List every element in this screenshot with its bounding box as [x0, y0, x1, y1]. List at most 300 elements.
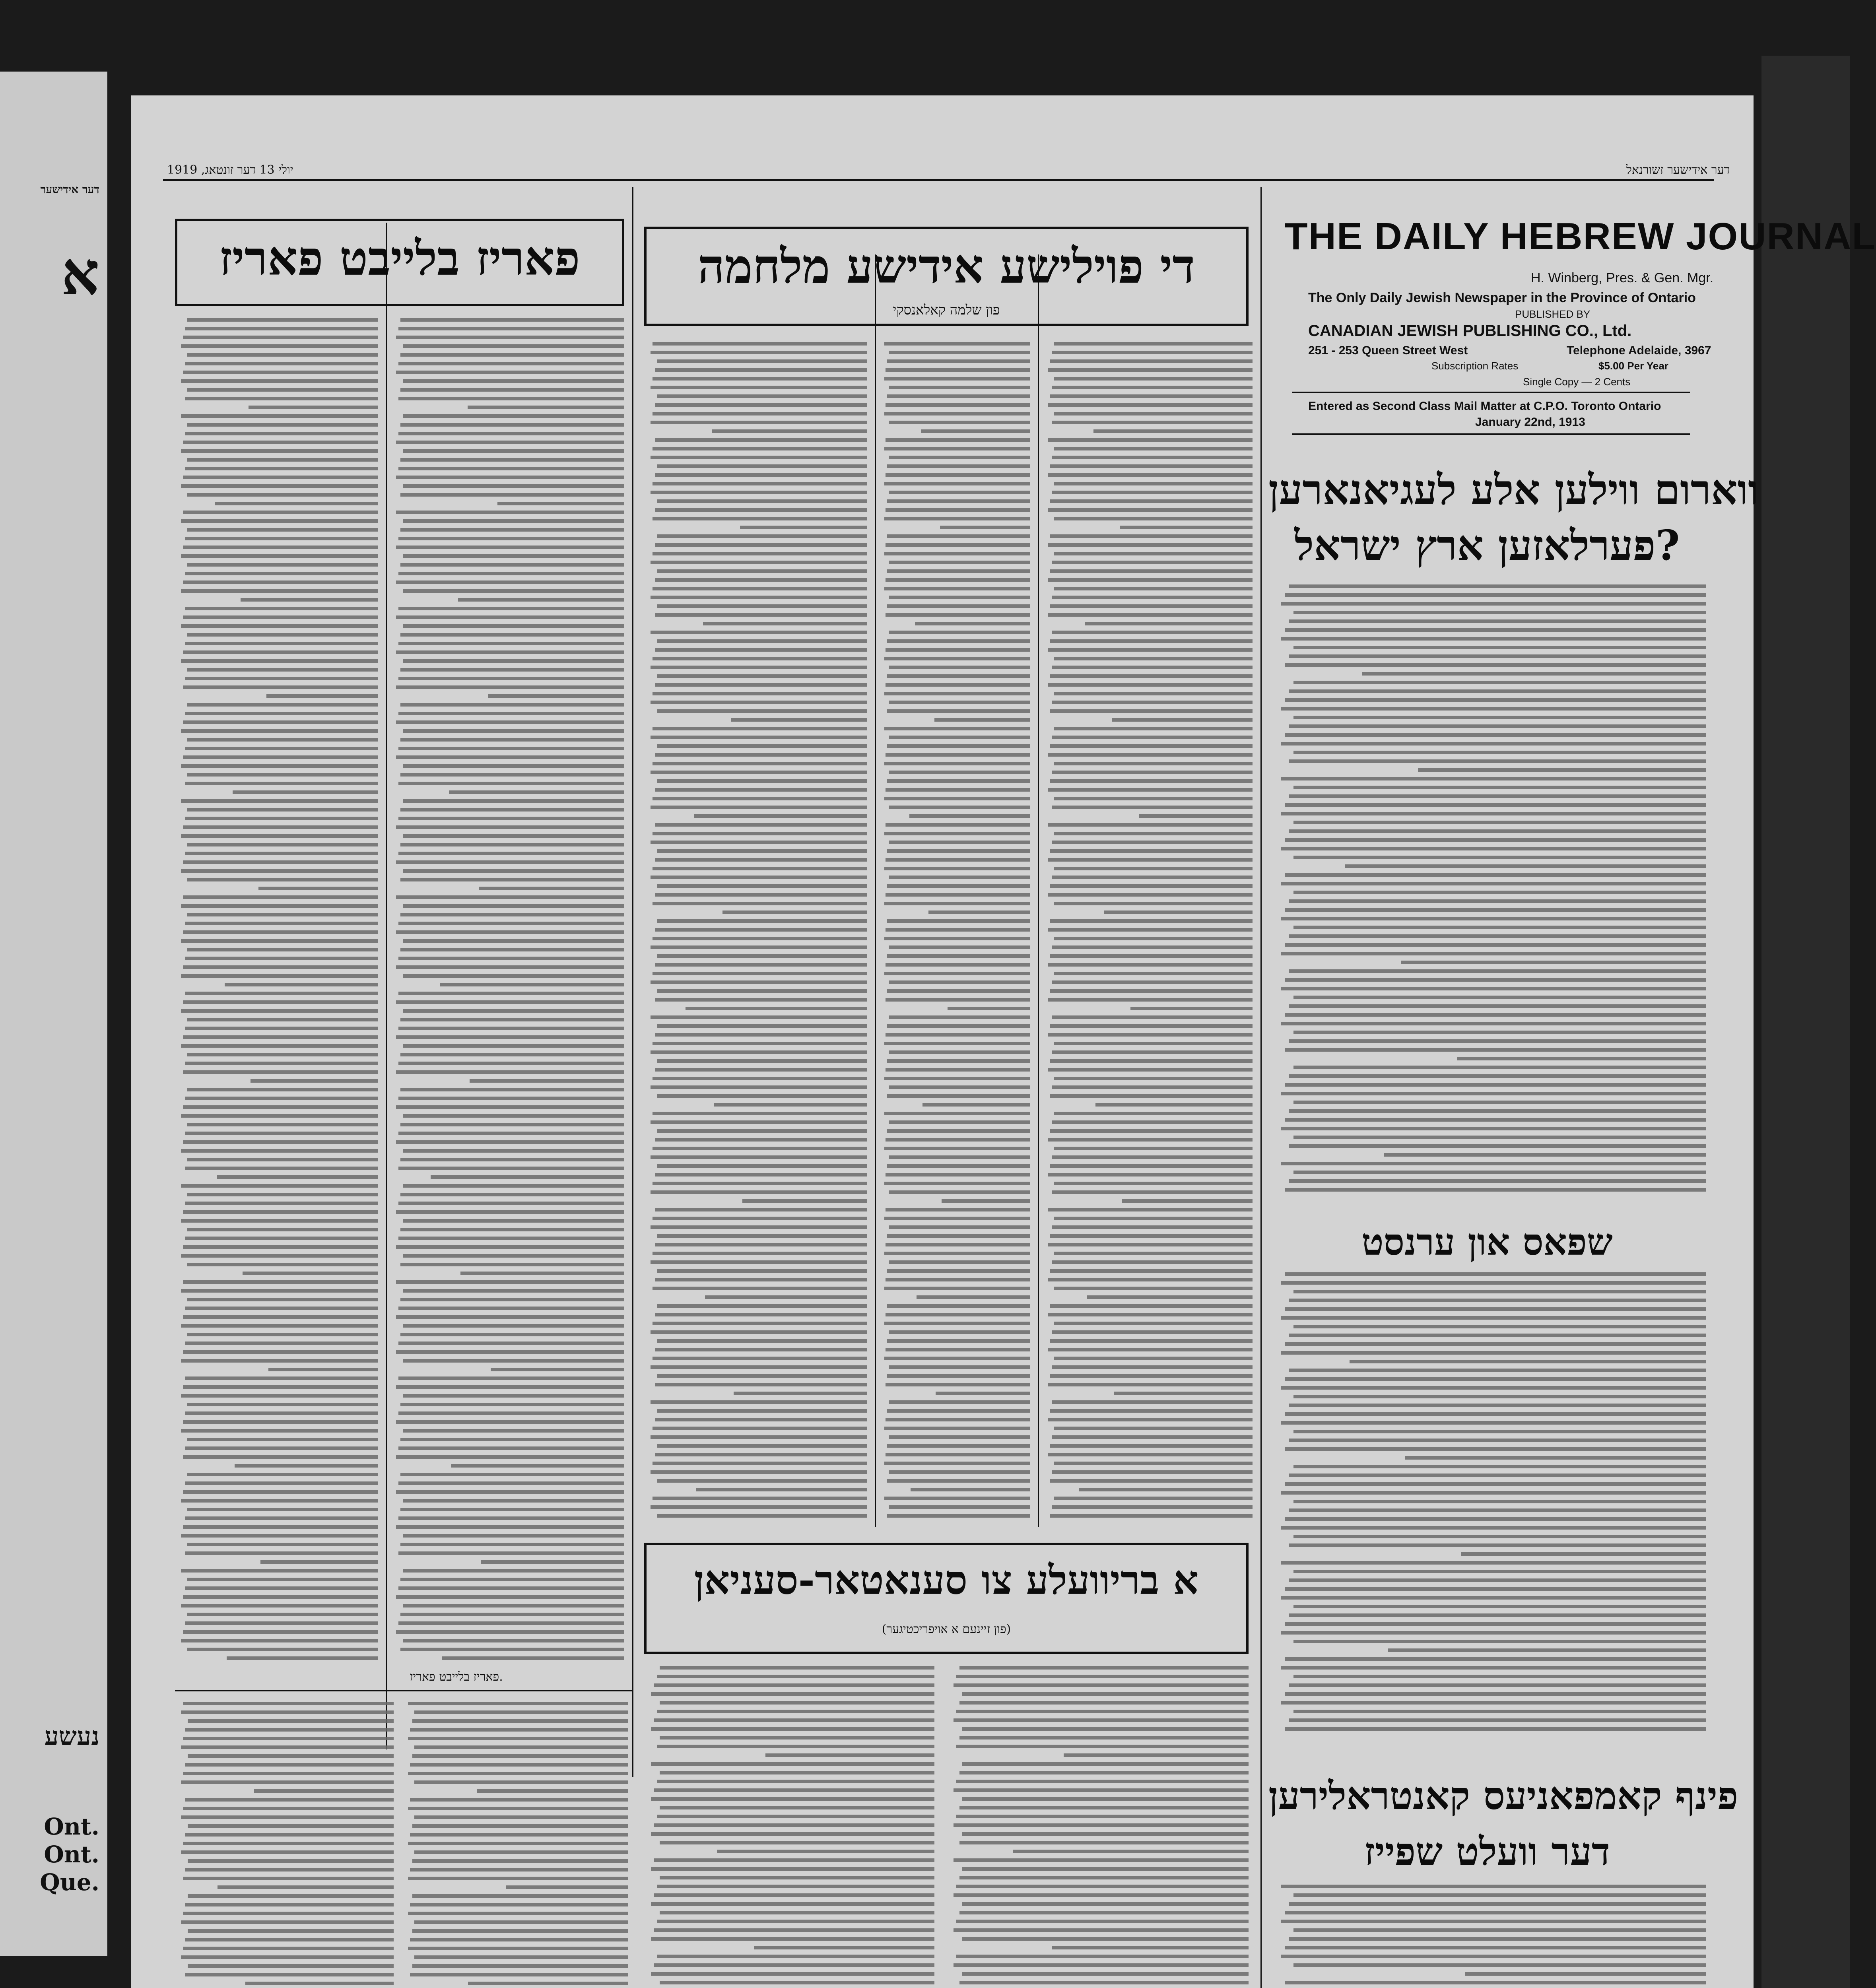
text-line — [400, 633, 624, 637]
text-line — [1048, 1278, 1253, 1281]
strip-que: Que. — [40, 1869, 99, 1896]
text-line — [400, 1473, 624, 1476]
text-line — [1052, 701, 1253, 704]
text-line — [400, 668, 624, 672]
text-line — [243, 1272, 378, 1275]
text-line — [251, 1079, 378, 1083]
text-line — [488, 694, 624, 698]
text-line — [1087, 1295, 1253, 1299]
text-line — [398, 642, 624, 645]
text-line — [651, 806, 867, 809]
text-line — [889, 1435, 1030, 1439]
text-line — [884, 1112, 1030, 1115]
text-line — [962, 1692, 1249, 1696]
text-line — [1054, 1427, 1253, 1430]
text-line — [254, 1789, 394, 1793]
text-line — [398, 852, 624, 855]
text-line — [185, 1167, 378, 1170]
text-line — [887, 919, 1030, 923]
text-line — [657, 359, 867, 363]
text-line — [187, 1473, 378, 1476]
text-line — [187, 1438, 378, 1441]
masthead-telephone: Telephone Adelaide, 3967 — [1567, 344, 1711, 357]
text-line — [889, 1400, 1030, 1404]
text-line — [183, 1455, 378, 1459]
text-line — [962, 1972, 1249, 1976]
text-line — [1384, 1153, 1706, 1157]
text-line — [187, 353, 378, 357]
text-line — [887, 1479, 1030, 1483]
text-line — [1285, 1272, 1706, 1276]
text-line — [187, 1648, 378, 1651]
text-line — [884, 1147, 1030, 1150]
text-line — [884, 1287, 1030, 1290]
text-line — [1285, 1412, 1706, 1416]
column-rule — [1038, 254, 1039, 1527]
text-line — [396, 965, 624, 969]
text-line — [396, 895, 624, 899]
text-line — [268, 1368, 378, 1371]
text-line — [396, 1595, 624, 1599]
text-line — [187, 1333, 378, 1336]
text-line — [1465, 1972, 1706, 1976]
text-line — [651, 596, 867, 599]
text-line — [1281, 742, 1706, 746]
text-line — [886, 928, 1030, 932]
text-line — [1293, 996, 1706, 999]
text-line — [1281, 1955, 1706, 1958]
text-line — [696, 1488, 867, 1491]
text-line — [887, 359, 1030, 363]
text-line — [887, 744, 1030, 748]
text-line — [183, 615, 378, 619]
text-line — [403, 659, 624, 663]
text-line — [481, 1560, 624, 1564]
text-line — [657, 1885, 934, 1888]
text-line — [1052, 351, 1253, 354]
text-line — [400, 878, 624, 881]
text-line — [657, 919, 867, 923]
text-line — [181, 1920, 394, 1924]
text-line — [884, 587, 1030, 590]
paris-closing-line: פאריז בלייבט פאריז. — [410, 1670, 503, 1684]
text-line — [412, 1929, 628, 1933]
text-line — [1050, 359, 1253, 363]
text-line — [1293, 681, 1706, 684]
text-line — [187, 388, 378, 392]
lower-left-column-2 — [406, 1702, 628, 1988]
newspaper-page — [131, 95, 1876, 1988]
text-line — [185, 572, 378, 575]
text-line — [1048, 403, 1253, 407]
text-line — [889, 771, 1030, 774]
text-line — [398, 747, 624, 750]
text-line — [886, 683, 1030, 687]
text-line — [187, 878, 378, 881]
text-line — [403, 1254, 624, 1258]
text-line — [657, 1955, 934, 1958]
text-line — [653, 1427, 867, 1430]
text-line — [185, 362, 378, 365]
masthead-title: THE DAILY HEBREW JOURNAL — [1284, 215, 1876, 258]
text-line — [398, 1237, 624, 1240]
text-line — [657, 1409, 867, 1413]
text-line — [1285, 908, 1706, 912]
text-line — [651, 1435, 867, 1439]
text-line — [396, 650, 624, 654]
text-line — [887, 1339, 1030, 1343]
text-line — [400, 1018, 624, 1021]
text-line — [884, 1217, 1030, 1220]
text-line — [1054, 1217, 1253, 1220]
text-line — [185, 642, 378, 645]
text-line — [185, 782, 378, 785]
text-line — [181, 1639, 378, 1642]
text-line — [245, 1982, 394, 1985]
text-line — [948, 1007, 1030, 1010]
text-line — [915, 622, 1030, 625]
text-line — [887, 989, 1030, 993]
text-line — [181, 344, 378, 348]
text-line — [396, 1525, 624, 1529]
text-line — [188, 1929, 394, 1933]
text-line — [460, 1272, 624, 1275]
text-line — [183, 1420, 378, 1424]
legion-headline-1: ווארום ווילען אלע לעגיאנארען — [1268, 465, 1759, 514]
text-line — [1048, 578, 1253, 582]
text-line — [187, 1228, 378, 1231]
text-line — [396, 930, 624, 934]
text-line — [887, 569, 1030, 573]
text-line — [187, 1193, 378, 1196]
text-line — [403, 1219, 624, 1223]
text-line — [403, 1044, 624, 1048]
text-line — [886, 1348, 1030, 1351]
strip-ont-1: Ont. — [44, 1813, 99, 1840]
text-line — [400, 948, 624, 951]
text-line — [185, 1481, 378, 1485]
text-line — [1401, 961, 1706, 964]
text-line — [185, 712, 378, 715]
text-line — [651, 1832, 934, 1836]
paris-column-1 — [179, 318, 378, 1666]
text-line — [396, 580, 624, 584]
text-line — [400, 353, 624, 357]
column-rule — [386, 223, 387, 1749]
text-line — [1048, 1453, 1253, 1456]
text-line — [1052, 386, 1253, 389]
text-line — [887, 1444, 1030, 1448]
text-line — [717, 1850, 934, 1853]
text-line — [889, 596, 1030, 599]
text-line — [1048, 753, 1253, 757]
text-line — [911, 1488, 1030, 1491]
text-line — [183, 1210, 378, 1214]
text-line — [1289, 1144, 1706, 1148]
text-line — [657, 989, 867, 993]
text-line — [187, 423, 378, 427]
text-line — [398, 1307, 624, 1310]
text-line — [1293, 1500, 1706, 1503]
text-line — [1052, 1050, 1253, 1054]
text-line — [653, 867, 867, 870]
text-line — [886, 403, 1030, 407]
text-line — [1285, 1083, 1706, 1087]
text-line — [1054, 412, 1253, 415]
text-line — [660, 1666, 934, 1670]
text-line — [954, 1683, 1249, 1687]
letter-column-2 — [950, 1666, 1249, 1988]
text-line — [403, 1604, 624, 1607]
text-line — [188, 1824, 394, 1828]
text-line — [1050, 639, 1253, 643]
text-line — [653, 1042, 867, 1045]
text-line — [1285, 1188, 1706, 1192]
text-line — [657, 1745, 934, 1748]
text-line — [1052, 421, 1253, 424]
text-line — [185, 1973, 394, 1976]
text-line — [187, 1508, 378, 1511]
text-line — [657, 1024, 867, 1028]
five-companies-headline-1: פינף קאמפאניעס קאנטראלירען — [1268, 1773, 1738, 1818]
text-line — [1048, 788, 1253, 792]
text-line — [1054, 937, 1253, 940]
text-line — [660, 1876, 934, 1879]
text-line — [398, 712, 624, 715]
text-line — [1289, 1109, 1706, 1113]
text-line — [884, 657, 1030, 660]
text-line — [181, 1184, 378, 1188]
text-line — [1285, 1911, 1706, 1914]
text-line — [187, 703, 378, 707]
text-line — [1281, 1162, 1706, 1165]
text-line — [183, 1140, 378, 1144]
text-line — [188, 1754, 394, 1758]
text-line — [398, 1062, 624, 1065]
text-line — [1285, 1118, 1706, 1122]
text-line — [655, 613, 867, 617]
text-line — [1095, 1103, 1253, 1107]
text-line — [884, 902, 1030, 905]
strip-large-letter: א — [61, 239, 99, 309]
text-line — [959, 1701, 1249, 1705]
text-line — [403, 869, 624, 873]
text-line — [1285, 663, 1706, 667]
masthead-rule — [1292, 392, 1690, 393]
text-line — [217, 1175, 378, 1179]
text-line — [657, 1059, 867, 1063]
text-line — [1285, 1517, 1706, 1521]
text-line — [403, 834, 624, 838]
text-line — [396, 1140, 624, 1144]
text-line — [1054, 1357, 1253, 1360]
text-line — [1054, 1462, 1253, 1465]
text-line — [1048, 613, 1253, 617]
text-line — [731, 718, 867, 722]
text-line — [398, 677, 624, 680]
text-line — [884, 1427, 1030, 1430]
text-line — [886, 893, 1030, 897]
text-line — [396, 546, 624, 549]
text-line — [1052, 631, 1253, 634]
text-line — [889, 561, 1030, 564]
text-line — [185, 1516, 378, 1520]
text-line — [1054, 517, 1253, 520]
text-line — [1054, 447, 1253, 450]
text-line — [400, 388, 624, 392]
text-line — [408, 1737, 628, 1740]
text-line — [956, 1920, 1249, 1923]
text-line — [187, 1578, 378, 1581]
text-line — [1048, 683, 1253, 687]
text-line — [183, 1772, 394, 1775]
text-line — [1281, 1127, 1706, 1130]
text-line — [653, 1077, 867, 1080]
text-line — [651, 1190, 867, 1194]
text-line — [655, 1418, 867, 1421]
text-line — [410, 1903, 628, 1906]
text-line — [884, 727, 1030, 730]
text-line — [1054, 552, 1253, 555]
text-line — [412, 1719, 628, 1723]
text-line — [183, 546, 378, 549]
text-line — [400, 1543, 624, 1546]
text-line — [655, 403, 867, 407]
text-line — [1013, 1850, 1249, 1853]
text-line — [187, 633, 378, 637]
text-line — [403, 1569, 624, 1573]
text-line — [712, 429, 867, 433]
right-margin — [1761, 56, 1850, 1988]
text-line — [1293, 1101, 1706, 1104]
text-line — [398, 327, 624, 330]
text-line — [187, 1613, 378, 1616]
text-line — [188, 1894, 394, 1898]
text-line — [887, 604, 1030, 608]
masthead-address: 251 - 253 Queen Street West — [1308, 344, 1468, 357]
text-line — [408, 1877, 628, 1880]
text-line — [889, 1085, 1030, 1089]
text-line — [400, 808, 624, 812]
text-line — [1048, 438, 1253, 442]
masthead-rates-label: Subscription Rates — [1431, 360, 1519, 372]
text-line — [886, 368, 1030, 372]
text-line — [1054, 482, 1253, 485]
text-line — [1048, 648, 1253, 652]
text-line — [657, 1164, 867, 1168]
text-line — [884, 692, 1030, 695]
text-line — [403, 1394, 624, 1398]
text-line — [185, 1621, 378, 1625]
text-line — [181, 1955, 394, 1959]
text-line — [396, 476, 624, 479]
text-line — [1281, 1920, 1706, 1923]
text-line — [398, 1446, 624, 1450]
text-line — [1285, 1342, 1706, 1346]
text-line — [185, 1903, 394, 1906]
text-line — [886, 1138, 1030, 1142]
text-line — [962, 1902, 1249, 1906]
text-line — [187, 528, 378, 532]
text-line — [657, 464, 867, 468]
text-line — [654, 1683, 934, 1687]
text-line — [398, 537, 624, 540]
text-line — [412, 1754, 628, 1758]
text-line — [260, 1560, 378, 1564]
text-line — [889, 421, 1030, 424]
text-line — [185, 922, 378, 925]
text-line — [396, 441, 624, 444]
text-line — [414, 1780, 628, 1784]
text-line — [660, 1911, 934, 1914]
text-line — [398, 1097, 624, 1100]
text-line — [657, 1479, 867, 1483]
text-line — [396, 371, 624, 374]
text-line — [403, 1324, 624, 1328]
text-line — [403, 1499, 624, 1503]
text-line — [410, 1938, 628, 1941]
text-line — [657, 709, 867, 713]
text-line — [183, 580, 378, 584]
text-line — [889, 1120, 1030, 1124]
text-line — [1285, 698, 1706, 702]
text-line — [400, 1613, 624, 1616]
text-line — [654, 1893, 934, 1897]
text-line — [660, 1771, 934, 1774]
text-line — [657, 884, 867, 888]
text-line — [1054, 972, 1253, 975]
text-line — [1054, 587, 1253, 590]
text-line — [1050, 1094, 1253, 1098]
text-line — [886, 1383, 1030, 1386]
text-line — [1285, 593, 1706, 597]
text-line — [651, 1727, 934, 1731]
text-line — [185, 1728, 394, 1732]
text-line — [1050, 884, 1253, 888]
text-line — [653, 447, 867, 450]
text-line — [185, 1132, 378, 1135]
text-line — [655, 893, 867, 897]
text-line — [398, 1342, 624, 1345]
text-line — [1289, 1439, 1706, 1442]
text-line — [887, 1409, 1030, 1413]
text-line — [1293, 1136, 1706, 1139]
text-line — [183, 336, 378, 339]
text-line — [185, 677, 378, 680]
text-line — [889, 806, 1030, 809]
text-line — [403, 519, 624, 523]
text-line — [651, 1260, 867, 1264]
text-line — [1048, 1348, 1253, 1351]
text-line — [654, 1718, 934, 1722]
text-line — [403, 904, 624, 908]
text-line — [1293, 891, 1706, 894]
text-line — [233, 790, 378, 794]
text-line — [657, 954, 867, 958]
text-line — [185, 992, 378, 995]
text-line — [181, 1850, 394, 1854]
text-line — [218, 1885, 394, 1889]
text-line — [742, 1199, 867, 1203]
text-line — [183, 1350, 378, 1354]
text-line — [396, 755, 624, 759]
text-line — [1054, 832, 1253, 835]
text-line — [1079, 1488, 1253, 1491]
text-line — [181, 1394, 378, 1398]
text-line — [266, 694, 378, 698]
text-line — [651, 1330, 867, 1334]
text-line — [183, 1702, 394, 1705]
